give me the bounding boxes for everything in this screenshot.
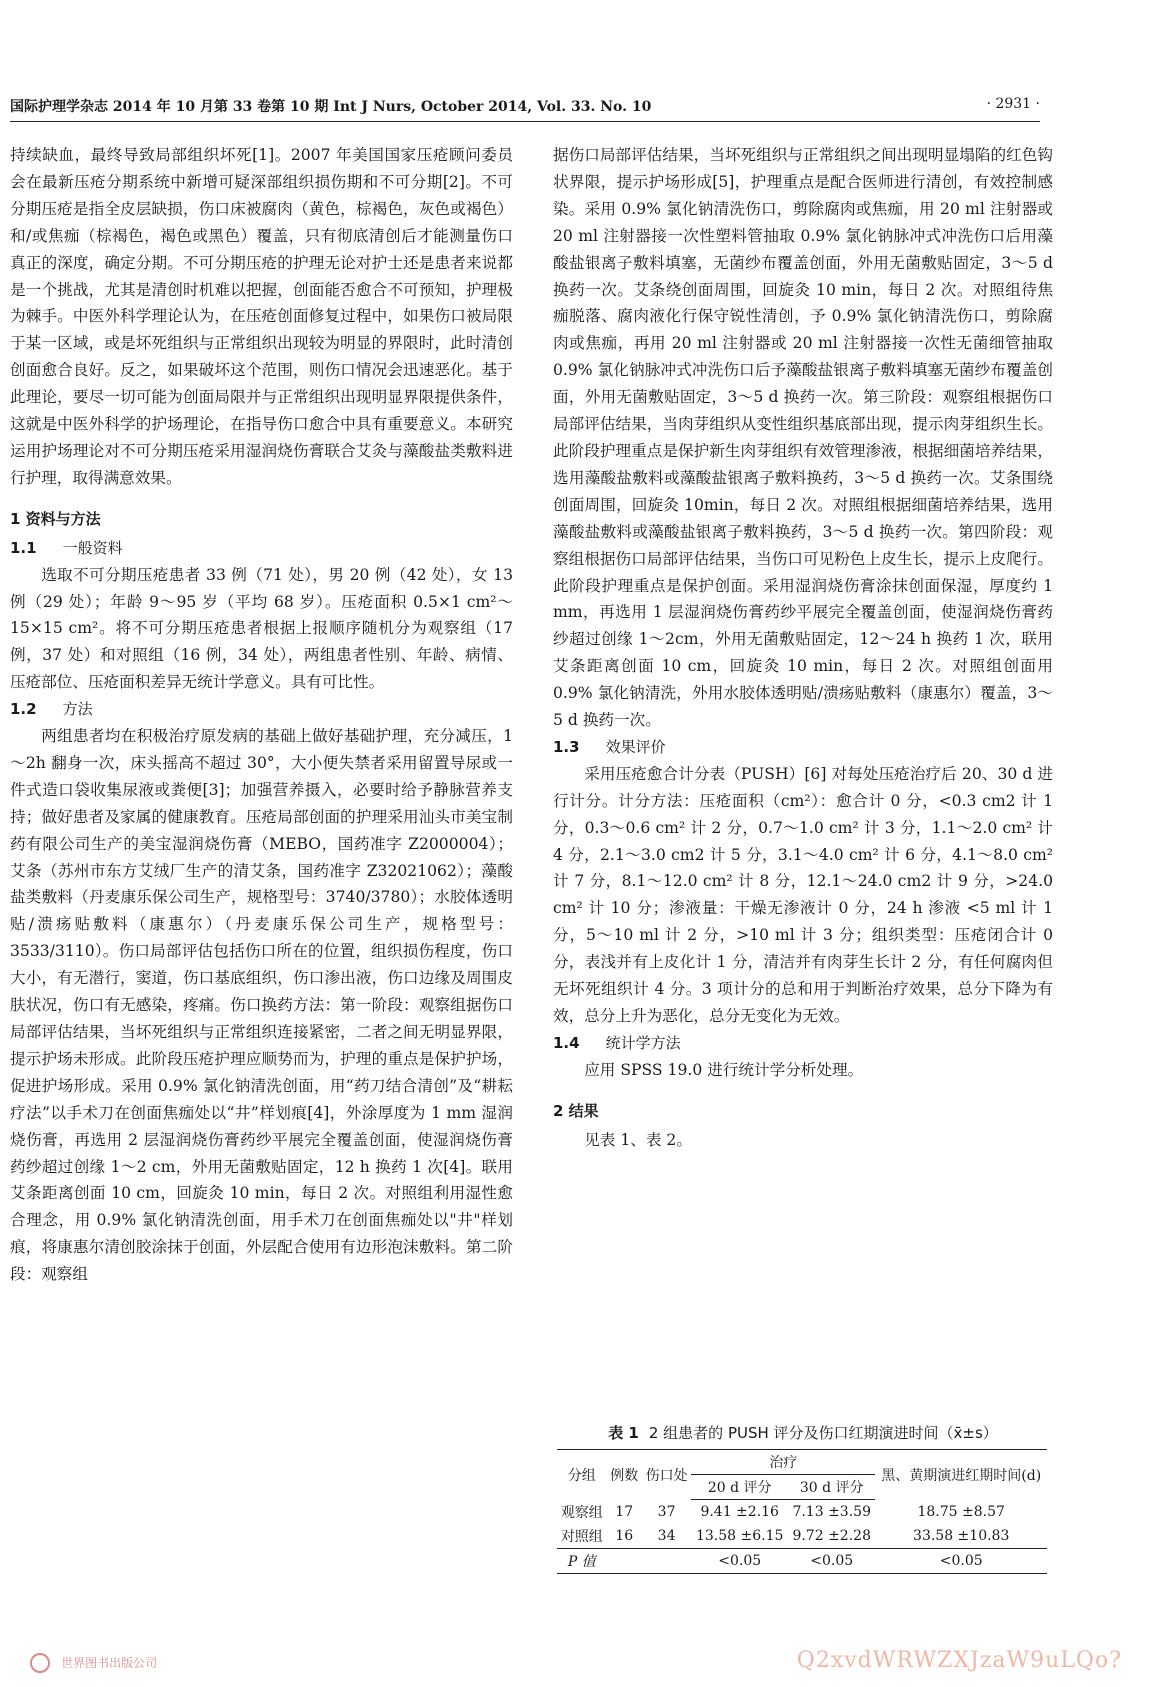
cell-group: 观察组	[560, 1504, 603, 1521]
col-header-stage-time: 黑、黄期演进红期时间(d)	[875, 1450, 1047, 1500]
header-rule	[10, 121, 1040, 122]
section-1-4-number: 1.4	[553, 1033, 580, 1052]
cell-p-20d: <0.05	[691, 1548, 788, 1573]
section-1-3-text: 采用压疮愈合计分表（PUSH）[6] 对每处压疮治疗后 20、30 d 进行计分。计分方法：压疮面积（cm²）：愈合计 0 分，<0.3 cm2 计 1 分，0.3～0.6 cm² 计 2 分，0.7～1.0 cm² 计 3 分，1.1～2.0 cm² 计 4 分，2.1～3.0 cm2 计 5 分，3.1～4.0 cm² 计 6 分，4.1～8.0 cm² 计 7 分，8.1～12.0 cm² 计 8 分，12.1～24.0 cm2 计 9 分，>24.0 cm² 计 10 分；渗液量：干燥无渗液计 0 分，24 h 渗液 <5 ml 计 1 分，5～10 ml 计 2 分，>10 ml 计 3 分；组织类型：压疮闭合计 0 分，表浅并有上皮化计 1 分，清洁并有肉芽生长计 2 分，有任何腐肉但无坏死组织计 4 分。3 项计分的总和用于判断治疗效果，总分下降为有效，总分上升为恶化，总分无变化为无效。	[553, 764, 1053, 1025]
section-1-4-heading	[553, 1030, 1053, 1057]
table-row	[557, 1524, 1047, 1549]
cell-p-label: P 值	[557, 1548, 607, 1573]
section-1-2-title: 方法	[62, 700, 93, 719]
section-1-3-title: 效果评价	[605, 737, 666, 756]
col-header-group: 分组	[557, 1450, 607, 1500]
table-1-label: 表 1	[608, 1424, 639, 1442]
section-1-1-heading	[10, 535, 513, 562]
section-2-text: 见表 1、表 2。	[584, 1130, 692, 1149]
intro-paragraph: 持续缺血，最终导致局部组织坏死[1]。2007 年美国国家压疮顾问委员会在最新压疮分期系统中新增可疑深部组织损伤期和不可分期[2]。不可分期压疮是指全皮层缺损，伤口床被腐肉（黄色，棕褐色，灰色或褐色）和/或焦痂（棕褐色，褐色或黑色）覆盖，只有彻底清创后才能测量伤口真正的深度，确定分期。不可分期压疮的护理无论对护士还是患者来说都是一个挑战，尤其是清创时机难以把握，创面能否愈合不可预知，护理极为棘手。中医外科学理论认为，在压疮创面修复过程中，如果伤口被局限于某一区域，或是坏死组织与正常组织出现较为明显的界限时，此时清创创面愈合良好。反之，如果破坏这个范围，则伤口情况会迅速恶化。基于此理论，要尽一切可能为创面局限并与正常组织出现明显界限提供条件，这就是中医外科学的护场理论，在指导伤口愈合中具有重要意义。本研究运用护场理论对不可分期压疮采用湿润烧伤膏联合艾灸与藻酸盐类敷料进行护理，取得满意效果。	[10, 146, 513, 487]
section-1-4-text: 应用 SPSS 19.0 进行统计学分析处理。	[584, 1060, 864, 1079]
col-header-20d: 20 d 评分	[691, 1475, 788, 1500]
cell-stage-time: 18.75 ±8.57	[917, 1503, 1005, 1520]
cell-wounds: 37	[657, 1503, 676, 1520]
table-1	[553, 1422, 1053, 1574]
watermark-text: Q2xvdWRWZXJzaW9uLQo?	[796, 1648, 1122, 1673]
cell-wounds: 34	[657, 1527, 676, 1544]
section-1-2-text: 两组患者均在积极治疗原发病的基础上做好基础护理，充分减压，1～2h 翻身一次，床头摇高不超过 30°，大小便失禁者采用留置导尿或一件式造口袋收集尿液或粪便[3]；加强营养摄入，必要时给予静脉营养支持；做好患者及家属的健康教育。压疮局部创面的护理采用汕头市美宝制药有限公司生产的美宝湿润烧伤膏（MEBO，国药准字 Z2000004）；艾条（苏州市东方艾绒厂生产的清艾条，国药准字 Z32021062）；藻酸盐类敷料（丹麦康乐保公司生产，规格型号：3740/3780）；水胶体透明贴/溃疡贴敷料（康惠尔）（丹麦康乐保公司生产，规格型号：3533/3110）。伤口局部评估包括伤口所在的位置，组织损伤程度，伤口大小，有无潜行，窦道，伤口基底组织，伤口渗出液，伤口边缘及周围皮肤状况，伤口有无感染，疼痛。伤口换药方法：第一阶段：观察组据伤口局部评估结果，当坏死组织与正常组织连接紧密，二者之间无明显界限，提示护场未形成。此阶段压疮护理应顺势而为，护理的重点是保护护场，促进护场形成。采用 0.9% 氯化钠清洗创面，用“药刀结合清创”及“耕耘疗法”以手术刀在创面焦痂处以“井”样划痕[4]，外涂厚度为 1 mm 湿润烧伤膏，再选用 2 层湿润烧伤膏药纱平展完全覆盖创面，使湿润烧伤膏药纱超过创缘 1～2 cm，外用无菌敷贴固定，12 h 换药 1 次[4]。联用艾条距离创面 10 cm，回旋灸 10 min，每日 2 次。对照组利用湿性愈合理念，用 0.9% 氯化钠清洗创面，用手术刀在创面焦痂处以"井"样划痕，将康惠尔清创胶涂抹于创面，外层配合使用有边形泡沫敷料。第二阶段：观察组	[10, 727, 513, 1284]
col-header-treatment: 治疗	[691, 1450, 875, 1475]
section-2-heading: 2 结果	[553, 1101, 599, 1120]
section-1-2-heading	[10, 696, 513, 723]
col-header-cases: 例数	[607, 1450, 642, 1500]
section-1-1-number: 1.1	[10, 538, 37, 557]
cell-empty	[607, 1548, 642, 1573]
section-1-3-heading	[553, 734, 1053, 761]
cell-cases: 16	[615, 1527, 634, 1544]
section-1-1-text: 选取不可分期压疮患者 33 例（71 处），男 20 例（42 处），女 13 例（29 处）；年龄 9～95 岁（平均 68 岁）。压疮面积 0.5×1 cm²～15×15 cm²。将不可分期压疮患者根据上报顺序随机分为观察组（17 例，37 处）和对照组（16 例，34 处），两组患者性别、年龄、病情、压疮部位、压疮面积差异无统计学意义。具有可比性。	[10, 565, 513, 692]
table-row	[557, 1500, 1047, 1524]
publisher-logo	[30, 1652, 270, 1676]
cell-p-time: <0.05	[875, 1548, 1047, 1573]
cell-stage-time: 33.58 ±10.83	[913, 1527, 1010, 1544]
table-row-p-value	[557, 1548, 1047, 1573]
right-column	[553, 142, 1053, 1154]
running-header	[10, 96, 1040, 118]
table-1-caption	[553, 1422, 1053, 1443]
cell-20d: 9.41 ±2.16	[700, 1503, 779, 1520]
journal-citation: 国际护理学杂志 2014 年 10 月第 33 卷第 10 期 Int J Nurs, October 2014, Vol. 33. No. 10	[10, 99, 652, 115]
left-column	[10, 142, 513, 1288]
col-header-wounds: 伤口处	[642, 1450, 692, 1500]
section-1-2-number: 1.2	[10, 700, 37, 719]
page-number: · 2931 ·	[986, 96, 1040, 112]
publisher-logo-text: 世界图书出版公司	[61, 1656, 158, 1670]
section-1-3-number: 1.3	[553, 737, 580, 756]
cell-30d: 7.13 ±3.59	[792, 1503, 871, 1520]
continued-paragraph: 据伤口局部评估结果，当坏死组织与正常组织之间出现明显塌陷的红色钩状界限，提示护场形成[5]，护理重点是配合医师进行清创，有效控制感染。采用 0.9% 氯化钠清洗伤口，剪除腐肉或焦痂，用 20 ml 注射器或 20 ml 注射器接一次性塑料管抽取 0.9% 氯化钠脉冲式冲洗伤口后用藻酸盐银离子敷料填塞，无菌纱布覆盖创面，外用无菌敷贴固定，3～5 d 换药一次。艾条绕创面周围，回旋灸 10 min，每日 2 次。对照组待焦痂脱落、腐肉液化行保守锐性清创，予 0.9% 氯化钠清洗伤口，剪除腐肉或焦痂，再用 20 ml 注射器或 20 ml 注射器接一次性无菌细管抽取 0.9% 氯化钠脉冲式冲洗伤口后予藻酸盐银离子敷料填塞无菌纱布覆盖创面，外用无菌敷贴固定，3～5 d 换药一次。第三阶段：观察组根据伤口局部评估结果，当肉芽组织从变性组织基底部出现，提示肉芽组织生长。此阶段护理重点是保护新生肉芽组织有效管理渗液，根据细菌培养结果，选用藻酸盐敷料或藻酸盐银离子敷料换药，3～5 d 换药一次。艾条围绕创面周围，回旋灸 10min，每日 2 次。对照组根据细菌培养结果，选用藻酸盐敷料或藻酸盐银离子敷料换药，3～5 d 换药一次。第四阶段：观察组根据伤口局部评估结果，当伤口可见粉色上皮生长，提示上皮爬行。此阶段护理重点是保护创面。采用湿润烧伤膏涂抹创面保湿，厚度约 1 mm，再选用 1 层湿润烧伤膏药纱平展完全覆盖创面，使湿润烧伤膏药纱超过创缘 1～2cm，外用无菌敷贴固定，12～24 h 换药 1 次，联用艾条距离创面 10 cm，回旋灸 10 min，每日 2 次。对照组创面用 0.9% 氯化钠清洗，外用水胶体透明贴/溃疡贴敷料（康惠尔）覆盖，3～5 d 换药一次。	[553, 146, 1053, 730]
section-1-1-title: 一般资料	[62, 538, 123, 557]
table-1-grid	[557, 1449, 1047, 1574]
cell-20d: 13.58 ±6.15	[695, 1527, 784, 1544]
publisher-seal-icon	[30, 1653, 50, 1673]
cell-30d: 9.72 ±2.28	[792, 1527, 871, 1544]
section-1-4-title: 统计学方法	[605, 1033, 681, 1052]
cell-empty	[642, 1548, 692, 1573]
cell-p-30d: <0.05	[788, 1548, 875, 1573]
col-header-30d: 30 d 评分	[788, 1475, 875, 1500]
section-1-heading: 1 资料与方法	[10, 509, 101, 528]
cell-group: 对照组	[560, 1528, 603, 1545]
cell-cases: 17	[615, 1503, 634, 1520]
table-1-title: 2 组患者的 PUSH 评分及伤口红期演进时间（x̄±s）	[648, 1424, 998, 1442]
